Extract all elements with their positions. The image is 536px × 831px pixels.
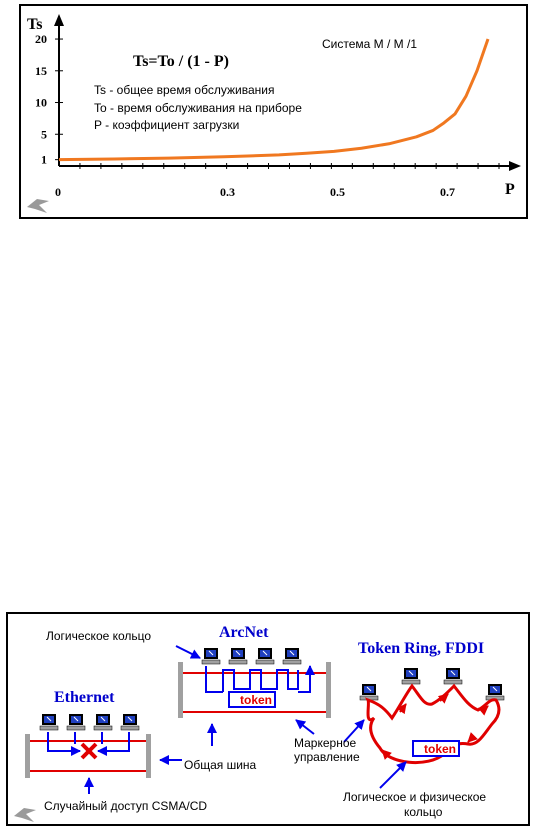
logical-ring-arrow — [176, 646, 200, 658]
y-tick-label: 10 — [35, 95, 47, 110]
x-axis-arrow — [509, 161, 521, 171]
y-tick-label: 5 — [41, 127, 47, 142]
ethernet-right-terminator — [146, 734, 151, 778]
network-diagram — [8, 614, 528, 824]
network-panel — [6, 612, 530, 826]
y-tick-label: 15 — [35, 63, 47, 78]
marker-arrow-1 — [296, 720, 314, 734]
legend-line-3: P - коэффициент загрузки — [94, 118, 240, 132]
series-line — [59, 39, 488, 160]
x-tick-label: 0.7 — [440, 185, 455, 199]
ethernet-left-terminator — [25, 734, 30, 778]
y-tick-label: 20 — [35, 32, 47, 47]
y-axis-arrow — [54, 14, 64, 26]
system-label: Система М / М /1 — [322, 37, 417, 51]
ethernet-pc-1 — [40, 714, 58, 730]
x-tick-label: 0 — [55, 185, 61, 199]
marker-label-2: управление — [294, 750, 360, 764]
random-access-label: Случайный доступ CSMA/CD — [44, 799, 208, 813]
x-tick-label: 0.5 — [330, 185, 345, 199]
ring-token-label: token — [424, 742, 457, 756]
arcnet-right-terminator — [326, 662, 331, 718]
ethernet-title: Ethernet — [54, 689, 115, 706]
ring-label-2: кольцо — [404, 805, 443, 819]
series-group — [59, 39, 488, 160]
ring-pc-3 — [444, 668, 462, 684]
ethernet-pc-4 — [121, 714, 139, 730]
ring-arrow-4 — [468, 736, 474, 742]
decorative-arrow-icon — [27, 199, 49, 213]
ring-label-1: Логическое и физическое — [343, 790, 487, 804]
x-tick-label: 0.3 — [220, 185, 235, 199]
tokenring-title: Token Ring, FDDI — [358, 640, 485, 657]
legend-line-2: To - время обслуживания на приборе — [94, 101, 302, 115]
bus-label: Общая шина — [184, 758, 257, 772]
y-tick-label: 1 — [41, 152, 47, 167]
x-axis-label: P — [505, 181, 515, 198]
ring-pc-4 — [486, 684, 504, 700]
y-axis-label: Ts — [27, 16, 43, 33]
arcnet-pc-4 — [283, 648, 301, 664]
logical-ring-label: Логическое кольцо — [46, 629, 152, 643]
arcnet-left-terminator — [178, 662, 183, 718]
formula: Ts=To / (1 - P) — [133, 53, 229, 70]
arcnet-token-path — [206, 666, 310, 692]
arcnet-pc-3 — [256, 648, 274, 664]
decorative-arrow-icon — [14, 808, 36, 822]
chart-panel — [19, 4, 528, 219]
ring-label-arrow — [380, 762, 406, 788]
arcnet-title: ArcNet — [219, 624, 269, 641]
queue-chart — [21, 6, 526, 217]
legend-line-1: Ts - общее время обслуживания — [94, 83, 275, 97]
ethernet-pc-2 — [67, 714, 85, 730]
collision-x-icon — [82, 744, 96, 758]
marker-label-1: Маркерное — [294, 736, 357, 750]
arcnet-pc-2 — [229, 648, 247, 664]
ring-pc-2 — [402, 668, 420, 684]
x-ticks — [55, 163, 499, 199]
arcnet-token-label: token — [240, 693, 273, 707]
arcnet-pc-1 — [202, 648, 220, 664]
ethernet-pc-3 — [94, 714, 112, 730]
ring-pc-1 — [360, 684, 378, 700]
